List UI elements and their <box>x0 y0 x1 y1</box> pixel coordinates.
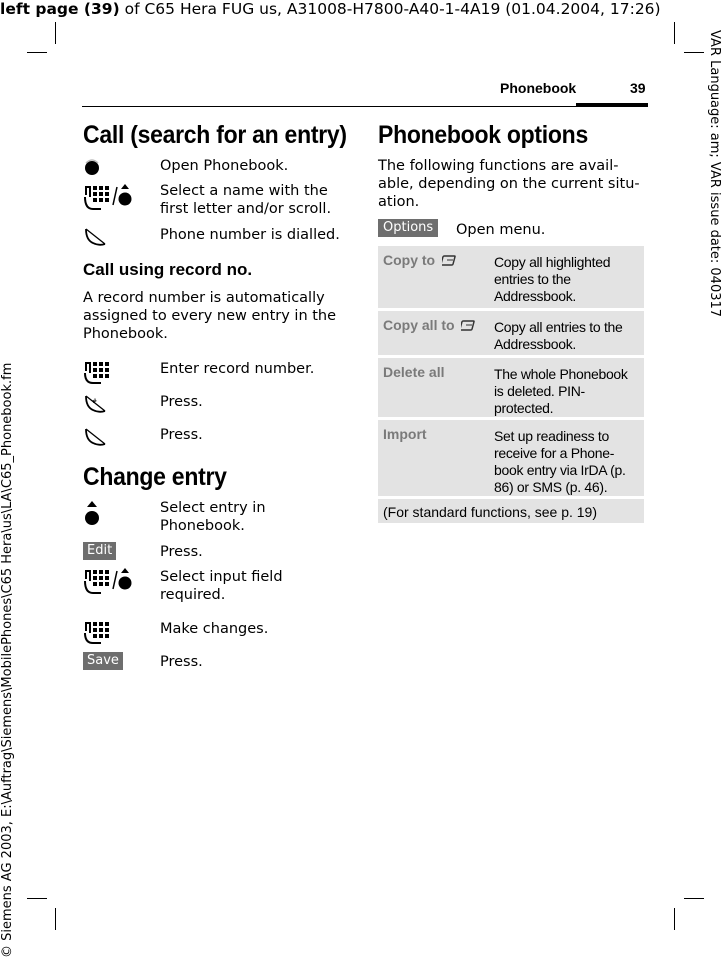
intro-text: A record number is automatically assigned to every new entry in the Phonebook. <box>83 290 337 342</box>
var-language-text: VAR Language: am; VAR issue date: 040317 <box>707 30 722 318</box>
crop-mark <box>27 52 47 53</box>
print-header-text: of C65 Hera FUG us, A31008-H7800-A40-1-4A19 (01.04.2004, 17:26) <box>119 0 661 18</box>
section-title-change-entry: Change entry <box>83 463 227 491</box>
step-text: Select input field required. <box>160 569 283 603</box>
hash-key-icon <box>83 393 119 415</box>
crop-mark <box>684 898 704 899</box>
step-text: Enter record number. <box>160 361 315 377</box>
option-desc: Set up readiness to receive for a Phone-book entry via IrDA (p. 86) or SMS (p. 46). <box>494 428 626 495</box>
option-desc: Copy all highlighted entries to the Addressbook. <box>494 254 611 304</box>
call-key-icon <box>83 226 119 248</box>
crop-mark <box>674 22 675 44</box>
intro-line: ation. <box>378 194 420 210</box>
copyright-path-text: © Siemens AG 2003, E:\Auftrag\Siemens\MobilePhones\C65 Hera\us\LA\C65_Phonebook.fm <box>0 362 15 958</box>
step-text: Select entry in Phonebook. <box>160 500 266 534</box>
option-key-label: Copy all to <box>383 317 455 333</box>
nav-down-icon <box>83 156 119 178</box>
crop-mark <box>55 908 56 930</box>
step-text: Press. <box>160 654 203 670</box>
step-text: Make changes. <box>160 621 269 637</box>
step-text: Open menu. <box>456 222 546 238</box>
subsection-title-call-record: Call using record no. <box>83 260 253 279</box>
print-header-bold: left page (39) <box>0 0 120 18</box>
nav-updown-icon <box>83 500 119 530</box>
header-rule <box>82 106 648 107</box>
keypad-nav-icon <box>83 183 133 213</box>
print-header <box>0 0 700 18</box>
side-margin-left <box>0 362 20 961</box>
option-key: Delete all <box>383 364 445 380</box>
addressbook-icon <box>461 318 479 332</box>
running-head-title: Phonebook <box>500 80 577 96</box>
option-desc: Copy all entries to the Addressbook. <box>494 319 623 352</box>
step-text: Select a name with the first letter and/or scroll. <box>160 183 332 217</box>
keypad-nav-icon <box>83 567 133 597</box>
table-row <box>378 358 644 417</box>
call-key-icon <box>83 426 119 448</box>
step-text: Press. <box>160 394 203 410</box>
side-margin-right <box>700 30 726 550</box>
option-key <box>383 317 479 333</box>
intro-text <box>378 157 648 211</box>
table-row <box>378 311 644 355</box>
option-desc: The whole Phonebook is deleted. PIN-protected. <box>494 366 628 416</box>
step-text: Press. <box>160 427 203 443</box>
table-row <box>378 246 644 308</box>
option-key: Import <box>383 426 427 442</box>
table-row <box>378 420 644 496</box>
intro-line: able, depending on the current situ- <box>378 176 640 192</box>
keypad-icon <box>83 359 119 385</box>
crop-mark <box>27 898 47 899</box>
crop-mark <box>55 22 56 44</box>
step-text: Phone number is dialled. <box>160 227 340 243</box>
intro-line: The following functions are avail- <box>378 158 619 174</box>
svg-text:#: # <box>92 398 98 405</box>
crop-mark <box>674 908 675 930</box>
step-text: Open Phonebook. <box>160 158 289 174</box>
section-title-call-search: Call (search for an entry) <box>83 121 347 149</box>
option-key-label: Copy to <box>383 252 436 268</box>
options-softkey: Options <box>378 219 438 237</box>
table-footer-row <box>378 499 644 523</box>
option-key <box>383 252 460 268</box>
keypad-icon <box>83 619 119 645</box>
page-number: 39 <box>630 80 646 96</box>
addressbook-icon <box>442 253 460 267</box>
save-softkey: Save <box>83 652 123 670</box>
table-footer: (For standard functions, see p. 19) <box>383 504 597 520</box>
section-title-phonebook-options: Phonebook options <box>378 121 588 149</box>
step-text: Press. <box>160 544 203 560</box>
edit-softkey: Edit <box>83 542 116 560</box>
